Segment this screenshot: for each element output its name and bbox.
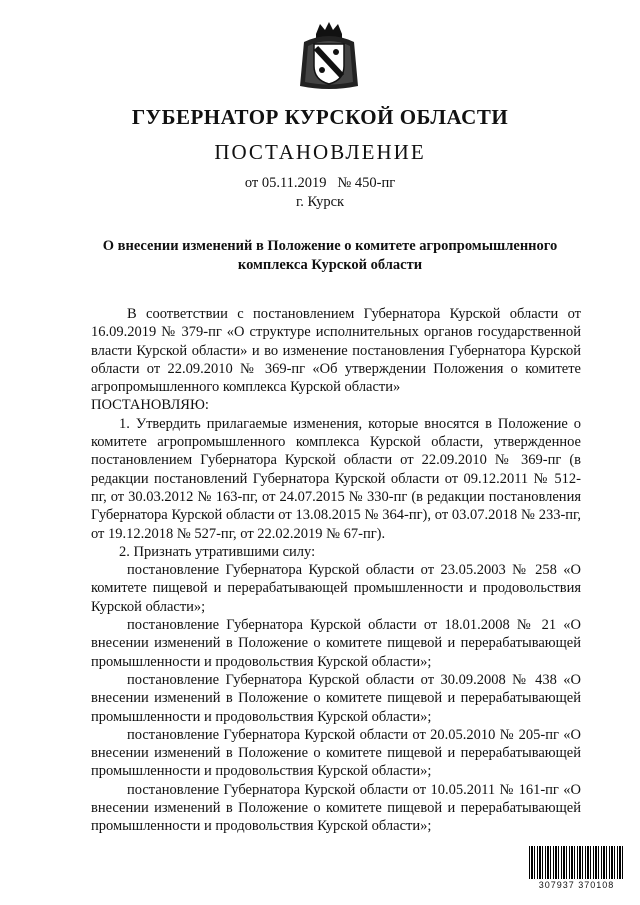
repealed-item: постановление Губернатора Курской области от 18.01.2008 № 21 «О внесении изменений в Положение о комитете пищевой и перерабатывающей промышленности и продовольствия Курской области»; (91, 617, 581, 670)
document-subject: О внесении изменений в Положение о комитете агропромышленного комплекса Курской области (102, 238, 558, 273)
authority-title: ГУБЕРНАТОР КУРСКОЙ ОБЛАСТИ (131, 105, 509, 129)
barcode (529, 846, 624, 892)
intro-paragraph: В соответствии с постановлением Губернатора Курской области от 16.09.2019 № 379-пг «О структуре исполнительных органов государственной власти Курской области» и во изменение постановления Губернатора Курской области от 22.09.2010 № 369-пг «Об утверждении Положения о комитете агропромышленного комплекса Курской области» (91, 306, 581, 396)
item-1: 1. Утвердить прилагаемые изменения, которые вносятся в Положение о комитете агропромышленного комплекса Курской области, утвержденное постановлением Губернатора Курской области от 22.09.2010 № 369-пг (в редакции постановлений Губернатора Курской области от 09.12.2011 № 512-пг, от 30.03.2012 № 163-пг, от 24.07.2015 № 330-пг (в редакции постановления Губернатора Курской области от 13.08.2015 № 364-пг), от 03.07.2018 № 233-пг, от 19.12.2018 № 527-пг, от 22.02.2019 № 67-пг). (91, 415, 581, 542)
coat-of-arms-icon (296, 20, 362, 92)
barcode-number: 307937 370108 (538, 880, 615, 890)
repealed-item: постановление Губернатора Курской области от 10.05.2011 № 161-пг «О внесении изменений в Положение о комитете пищевой и перерабатывающей промышленности и продовольствия Курской области»; (91, 781, 581, 835)
repealed-item: постановление Губернатора Курской области от 23.05.2003 № 258 «О комитете пищевой и перерабатывающей промышленности и продовольствия Курской области»; (91, 562, 581, 615)
repealed-item: постановление Губернатора Курской области от 30.09.2008 № 438 «О внесении изменений в Положение о комитете пищевой и перерабатывающей промышленности и продовольствия Курской области»; (91, 671, 581, 725)
decree-word: ПОСТАНОВЛЯЮ: (91, 397, 209, 414)
date-number: от 05.11.2019 № 450-пг (244, 175, 396, 191)
city: г. Курск (295, 194, 345, 210)
barcode-bars (529, 846, 624, 879)
document-type: ПОСТАНОВЛЕНИЕ (214, 140, 426, 164)
document-body (91, 305, 581, 836)
item-2: 2. Признать утратившими силу: (119, 543, 316, 560)
repealed-item: постановление Губернатора Курской области от 20.05.2010 № 205-пг «О внесении изменений в Положение о комитете пищевой и перерабатывающей промышленности и продовольствия Курской области»; (91, 726, 581, 780)
